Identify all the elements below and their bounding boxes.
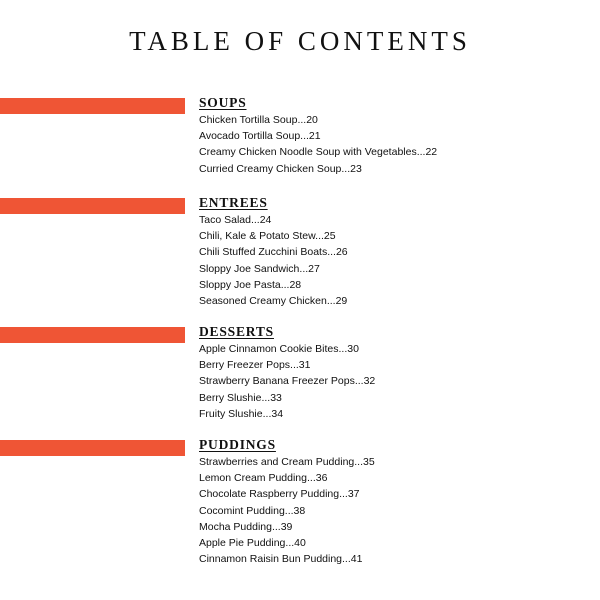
list-item: Apple Pie Pudding...40 — [199, 536, 306, 549]
section-item-list — [199, 212, 348, 309]
list-item: Cinnamon Raisin Bun Pudding...41 — [199, 553, 363, 566]
list-item: Berry Freezer Pops...31 — [199, 359, 311, 372]
list-item: Mocha Pudding...39 — [199, 520, 293, 533]
list-item: Taco Salad...24 — [199, 214, 272, 226]
section-accent-bar — [0, 327, 185, 343]
section-heading: SOUPS — [199, 95, 247, 110]
list-item: Chili, Kale & Potato Stew...25 — [199, 230, 336, 243]
list-item: Apple Cinnamon Cookie Bites...30 — [199, 343, 359, 355]
section-item-list — [199, 454, 375, 567]
list-item: Seasoned Creamy Chicken...29 — [199, 294, 348, 307]
list-item: Chicken Tortilla Soup...20 — [199, 114, 318, 126]
list-item: Sloppy Joe Sandwich...27 — [199, 262, 320, 275]
list-item: Avocado Tortilla Soup...21 — [199, 130, 321, 143]
list-item: Chocolate Raspberry Pudding...37 — [199, 488, 360, 501]
list-item: Strawberries and Cream Pudding...35 — [199, 456, 375, 468]
section-heading: PUDDINGS — [199, 437, 276, 452]
section-item-list — [199, 112, 437, 177]
list-item: Creamy Chicken Noodle Soup with Vegetables...22 — [199, 146, 438, 159]
list-item: Berry Slushie...33 — [199, 391, 282, 404]
list-item: Chili Stuffed Zucchini Boats...26 — [199, 246, 348, 259]
list-item: Curried Creamy Chicken Soup...23 — [199, 162, 362, 175]
list-item: Fruity Slushie...34 — [199, 407, 284, 420]
section-heading: ENTREES — [199, 195, 268, 210]
list-item: Cocomint Pudding...38 — [199, 504, 306, 517]
section-heading: DESSERTS — [199, 324, 274, 339]
list-item: Sloppy Joe Pasta...28 — [199, 278, 302, 291]
page-title: TABLE OF CONTENTS — [129, 26, 471, 56]
list-item: Lemon Cream Pudding...36 — [199, 472, 328, 485]
section-accent-bar — [0, 440, 185, 456]
section-item-list — [199, 341, 375, 422]
list-item: Strawberry Banana Freezer Pops...32 — [199, 375, 376, 388]
section-accent-bar — [0, 198, 185, 214]
section-accent-bar — [0, 98, 185, 114]
